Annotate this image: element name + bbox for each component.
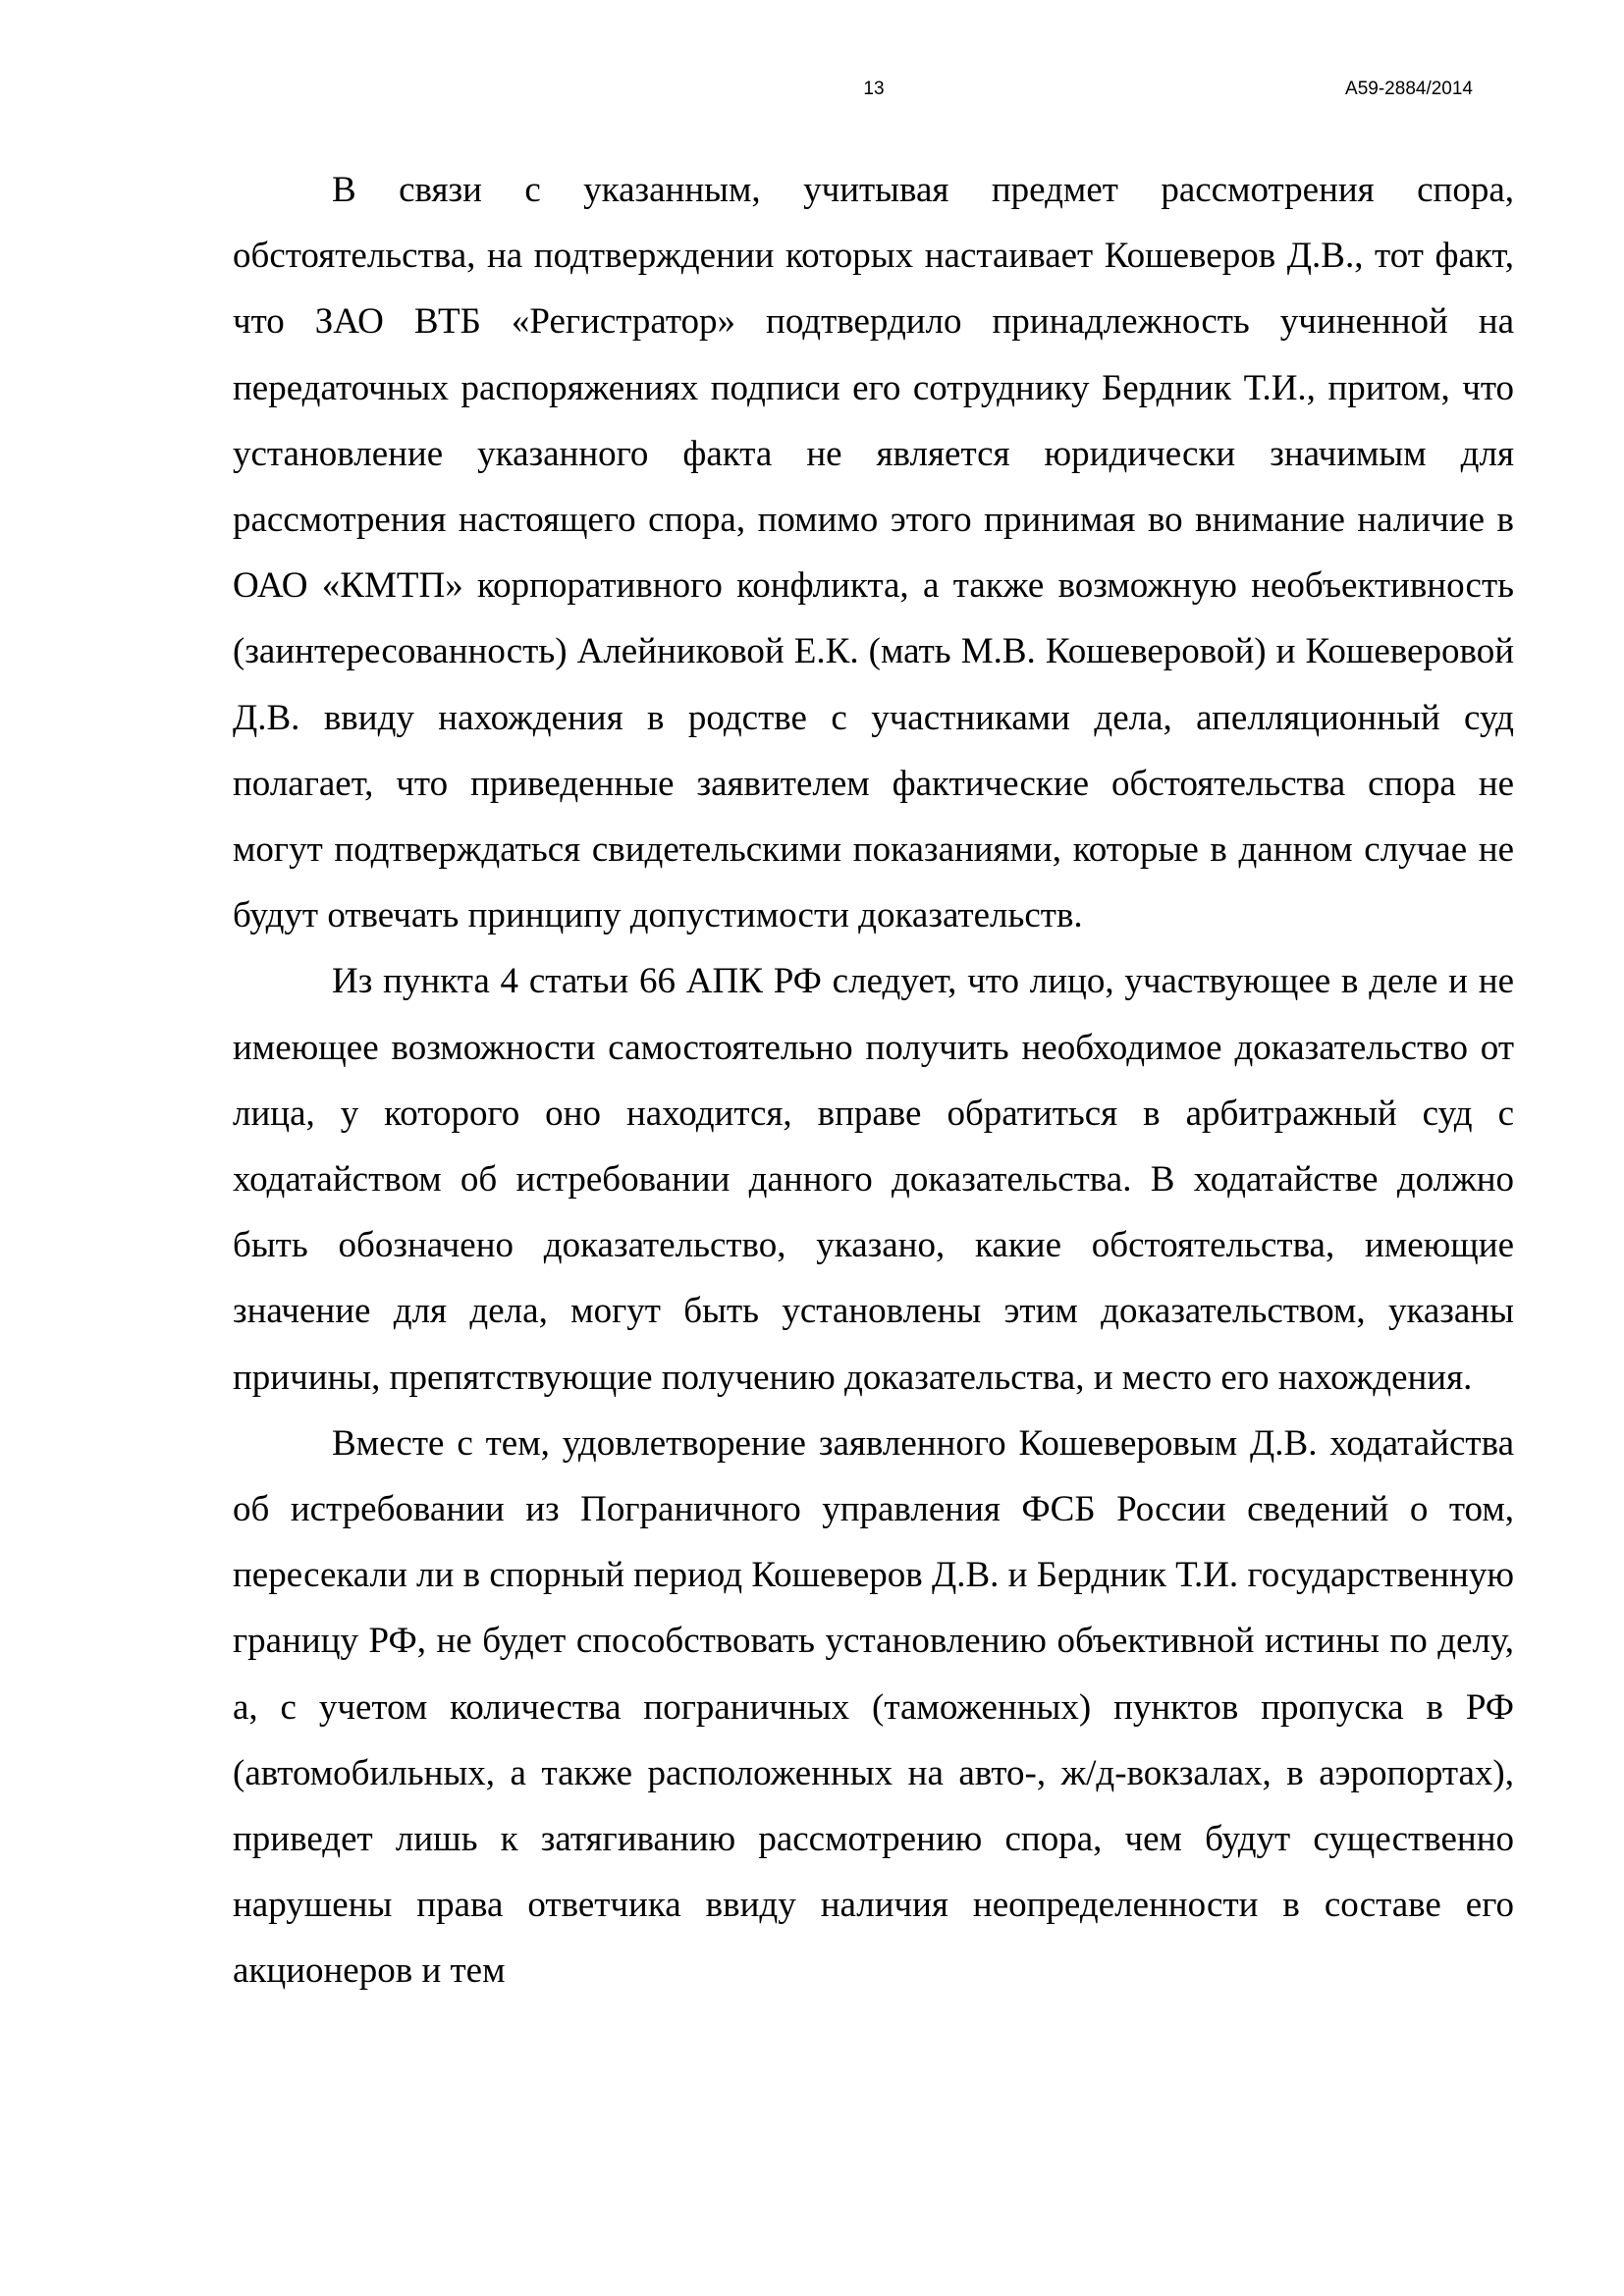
paragraph: В связи с указанным, учитывая предмет рассмотрения спора, обстоятельства, на подтверждении которых настаивает Кошеверов Д.В., тот факт, что ЗАО ВТБ «Регистратор» подтвердило принадлежность учиненной на передаточных распоряжениях подписи его сотруднику Бердник Т.И., притом, что установление указанного факта не является юридически значимым для рассмотрения настоящего спора, помимо этого принимая во внимание наличие в ОАО «КМТП» корпоративного конфликта, а также возможную необъективность (заинтересованность) Алейниковой Е.К. (мать М.В. Кошеверовой) и Кошеверовой Д.В. ввиду нахождения в родстве с участниками дела, апелляционный суд полагает, что приведенные заявителем фактические обстоятельства спора не могут подтверждаться свидетельскими показаниями, которые в данном случае не будут отвечать принципу допустимости доказательств.: [233, 170, 1514, 936]
document-body: [233, 157, 1514, 2004]
case-number: А59-2884/2014: [1345, 79, 1473, 99]
paragraph: Вместе с тем, удовлетворение заявленного Кошеверовым Д.В. ходатайства об истребовании из Пограничного управления ФСБ России сведений о том, пересекали ли в спорный период Кошеверов Д.В. и Бердник Т.И. государственную границу РФ, не будет способствовать установлению объективной истины по делу, а, с учетом количества пограничных (таможенных) пунктов пропуска в РФ (автомобильных, а также расположенных на авто-, ж/д-вокзалах, в аэропортах), приведет лишь к затягиванию рассмотрению спора, чем будут существенно нарушены права ответчика ввиду наличия неопределенности в составе его акционеров и тем: [233, 1422, 1514, 1992]
page-number: 13: [863, 79, 885, 99]
paragraph: Из пункта 4 статьи 66 АПК РФ следует, что лицо, участвующее в деле и не имеющее возможности самостоятельно получить необходимое доказательство от лица, у которого оно находится, вправе обратиться в арбитражный суд с ходатайством об истребовании данного доказательства. В ходатайстве должно быть обозначено доказательство, указано, какие обстоятельства, имеющие значение для дела, могут быть установлены этим доказательством, указаны причины, препятствующие получению доказательства, и место его нахождения.: [233, 961, 1514, 1398]
